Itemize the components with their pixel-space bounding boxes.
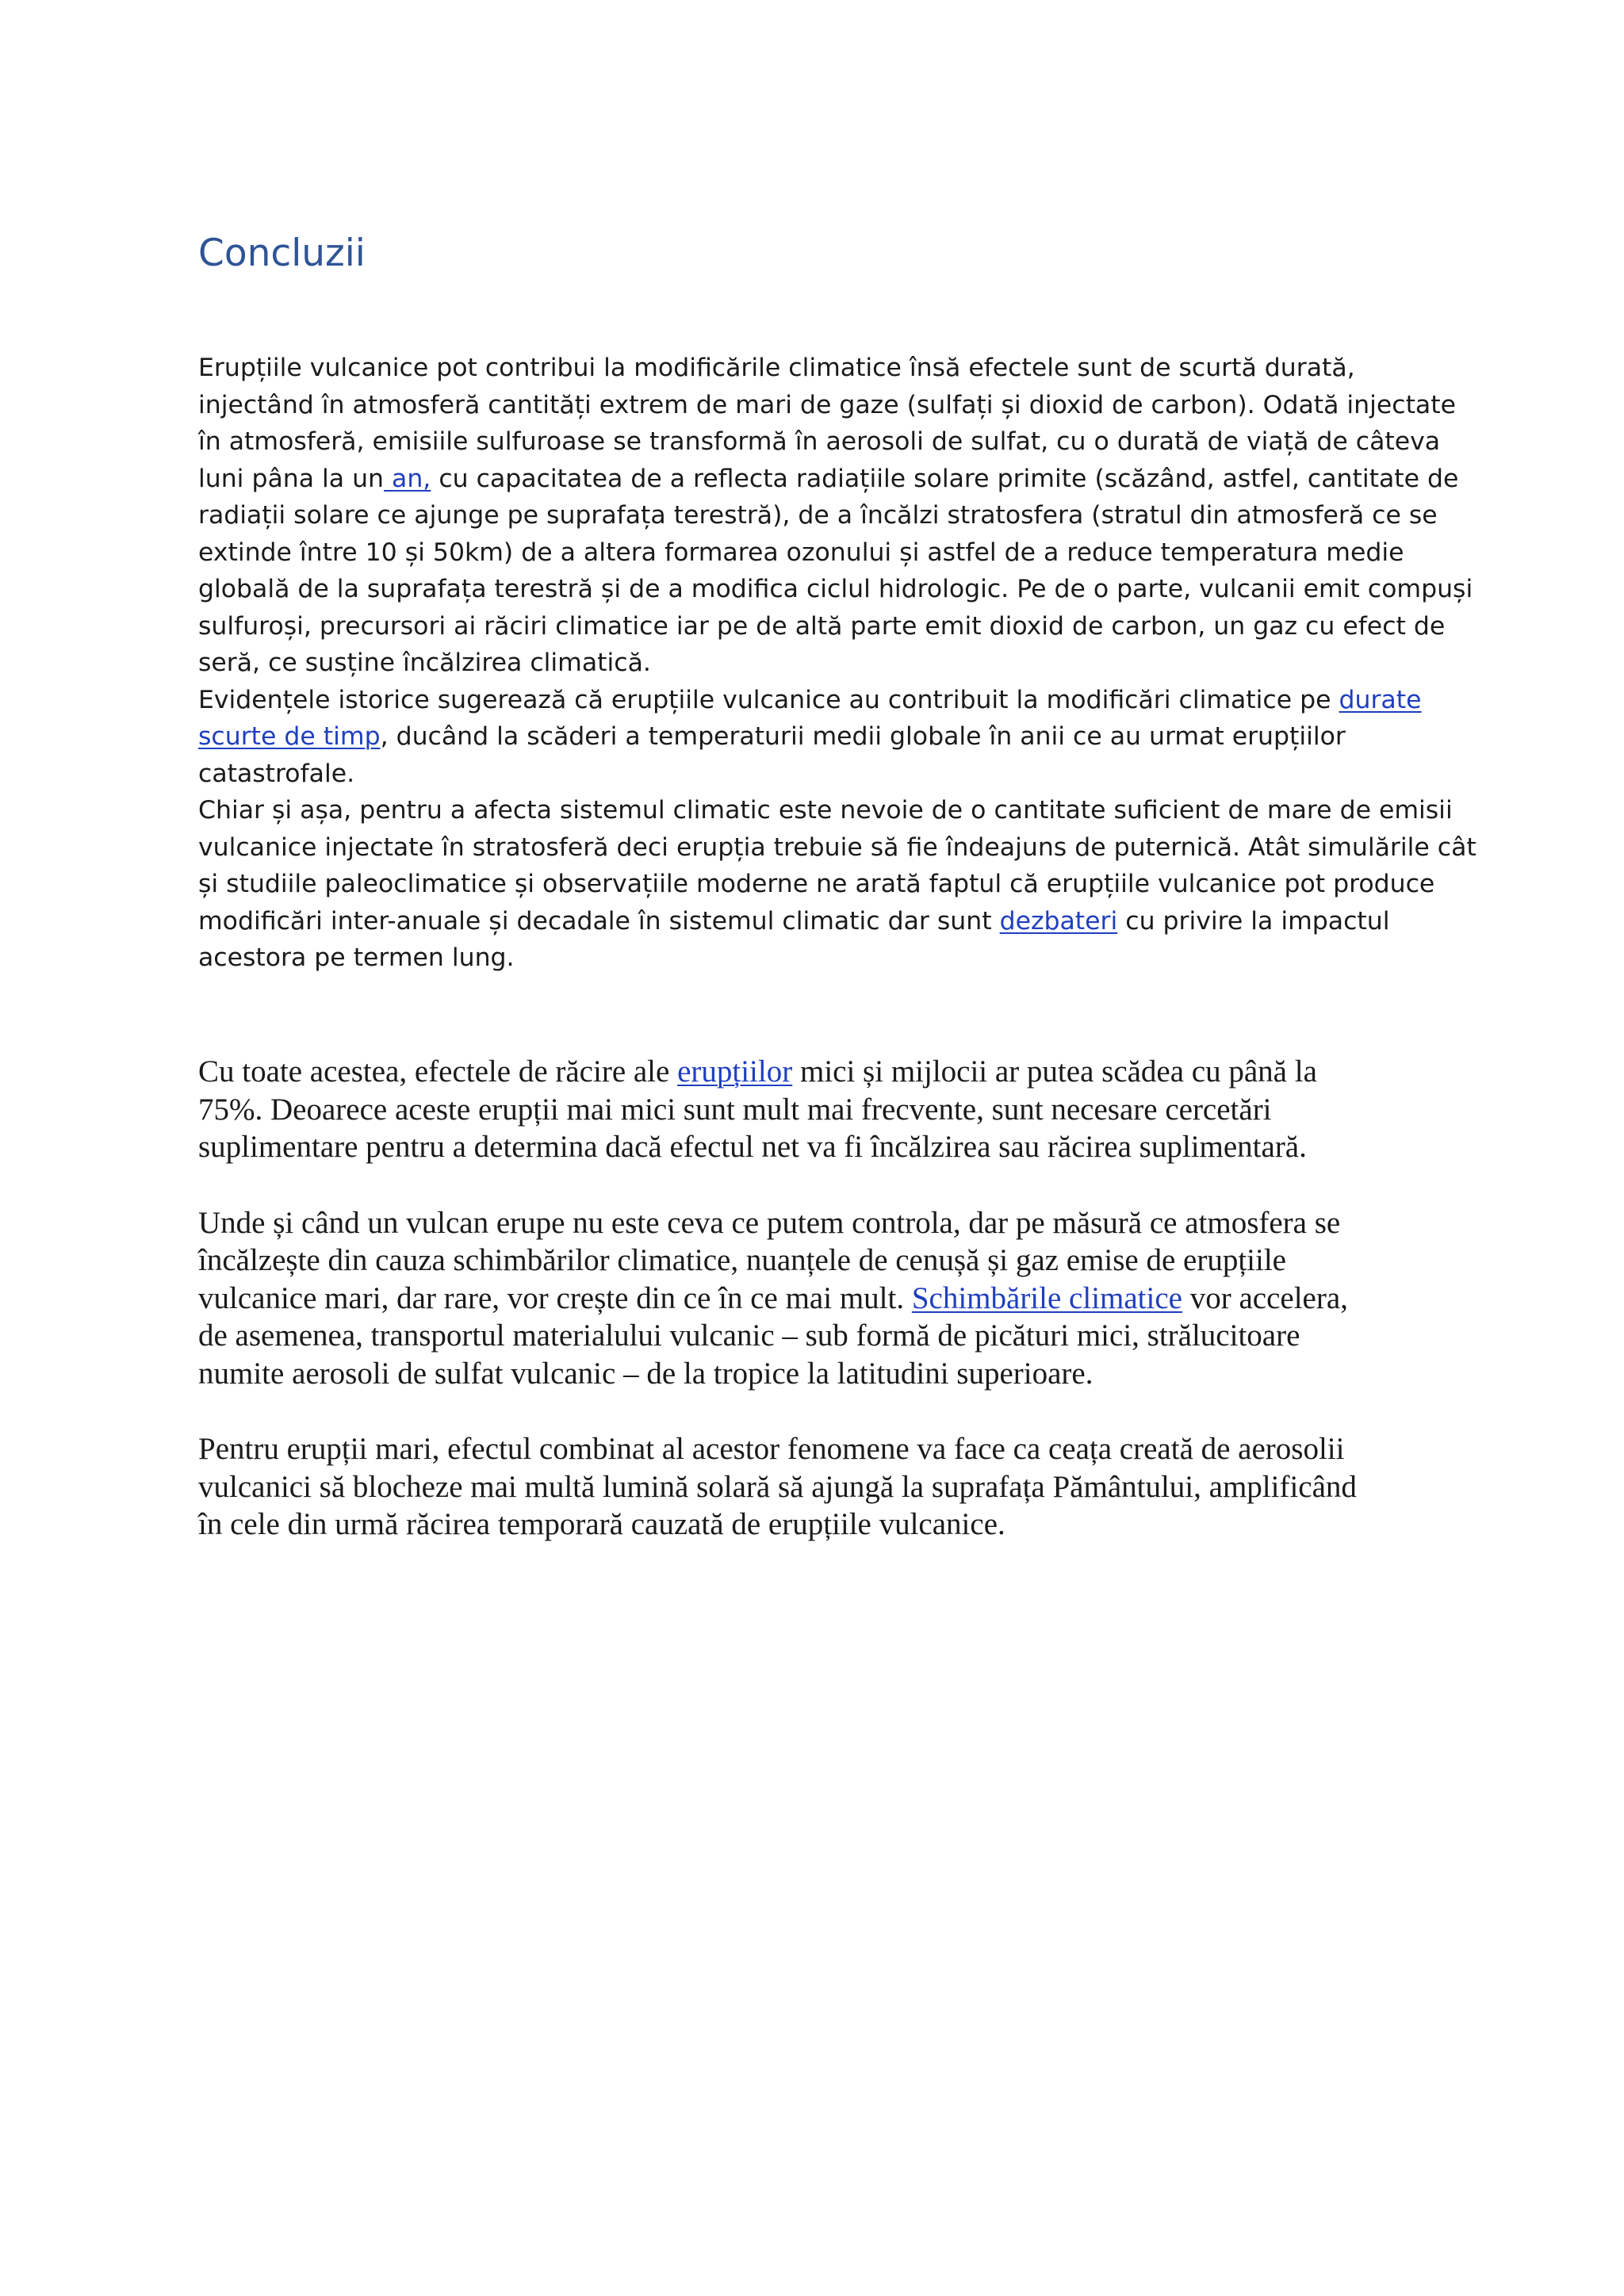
text-line: sulfuroși, precursori ai răciri climatice iar pe de altă parte emit dioxid de carbon, un gaz cu efect de	[198, 611, 1446, 641]
text-line: catastrofale.	[198, 759, 355, 788]
text-line: încălzește din cauza schimbărilor climatice, nuanțele de cenușă și gaz emise de erupțiile	[198, 1243, 1286, 1277]
text-line: și studiile paleoclimatice și observațiile moderne ne arată faptul că erupțiile vulcanice pot produce	[198, 870, 1435, 898]
text-line: în cele din urmă răcirea temporară cauzată de erupțiile vulcanice.	[198, 1507, 1005, 1541]
paragraph-historical-evidence	[198, 682, 1467, 793]
text-segment: Evidențele istorice sugerează că erupțiile vulcanice au contribuit la modificări climatice pe	[198, 685, 1339, 714]
text-line	[198, 461, 1467, 498]
text-segment: Cu toate acestea, efectele de răcire ale	[198, 1054, 678, 1089]
text-line: injectând în atmosferă cantități extrem de mari de gaze (sulfați și dioxid de carbon). Odată injectate	[198, 390, 1456, 419]
paragraph-large-eruptions	[198, 1430, 1475, 1544]
text-line: vulcanice injectate în stratosferă deci erupția trebuie să fie îndeajuns de puternică. Atât simulările cât	[198, 832, 1477, 862]
text-line: seră, ce susține încălzirea climatică.	[198, 649, 651, 677]
text-segment: modificări inter-anuale și decadale în sistemul climatic dar sunt	[198, 906, 1000, 936]
link-durate-scurte-part1[interactable]: durate	[1339, 685, 1422, 714]
paragraph-volcano-control	[198, 1204, 1475, 1393]
text-segment: vor accelera,	[1182, 1280, 1348, 1315]
text-line: extinde între 10 și 50km) de a altera formarea ozonului și astfel de a reduce temperatura medie	[198, 538, 1404, 567]
serif-text-block	[198, 1053, 1475, 1582]
section-heading: Concluzii	[198, 232, 366, 275]
text-line	[198, 1053, 1475, 1091]
text-line: acestora pe termen lung.	[198, 943, 515, 972]
text-line	[198, 718, 1467, 756]
text-line	[198, 1280, 1475, 1318]
text-segment: mici și mijlocii ar putea scădea cu până la	[792, 1054, 1317, 1089]
text-line	[198, 682, 1467, 719]
text-line: Erupțiile vulcanice pot contribui la modificările climatice însă efectele sunt de scurtă durată,	[198, 354, 1355, 382]
text-line: globală de la suprafața terestră și de a modifica ciclul hidrologic. Pe de o parte, vulcanii emit compuși	[198, 575, 1473, 603]
paragraph-climate-system	[198, 792, 1477, 977]
text-line: Unde și când un vulcan erupe nu este ceva ce putem controla, dar pe măsură ce atmosfera se	[198, 1205, 1341, 1240]
text-line: Pentru erupții mari, efectul combinat al acestor fenomene va face ca ceața creată de aerosolii	[198, 1432, 1345, 1466]
text-segment: , ducând la scăderi a temperaturii medii globale în anii ce au urmat erupțiilor	[380, 722, 1346, 751]
link-schimbarile-climatice[interactable]: Schimbările climatice	[911, 1280, 1182, 1315]
link-dezbateri[interactable]: dezbateri	[999, 906, 1118, 936]
text-line	[198, 903, 1467, 940]
text-line: vulcanici să blocheze mai multă lumină solară să ajungă la suprafața Pământului, amplificând	[198, 1469, 1357, 1504]
text-line: suplimentare pentru a determina dacă efectul net va fi încălzirea sau răcirea suplimentară.	[198, 1130, 1307, 1164]
paragraph-eruption-effects	[198, 350, 1473, 682]
text-segment: luni pâna la un	[198, 464, 385, 493]
text-line: 75%. Deoarece aceste erupții mai mici sunt mult mai frecvente, sunt necesare cercetări	[198, 1092, 1272, 1127]
text-segment: vulcanice mari, dar rare, vor crește din ce în ce mai mult.	[198, 1280, 912, 1315]
text-line: Chiar și așa, pentru a afecta sistemul climatic este nevoie de o cantitate suficient de mare de emisii	[198, 796, 1453, 825]
text-line: de asemenea, transportul materialului vulcanic – sub formă de picături mici, strălucitoare	[198, 1318, 1300, 1353]
paragraph-cooling-effects	[198, 1053, 1475, 1166]
text-line: numite aerosoli de sulfat vulcanic – de la tropice la latitudini superioare.	[198, 1356, 1094, 1391]
link-eruptiilor[interactable]: erupțiilor	[677, 1054, 793, 1089]
sans-text-block	[198, 350, 1477, 977]
text-segment: cu privire la impactul	[1117, 906, 1390, 936]
text-segment: cu capacitatea de a reflecta radiațiile solare primite (scăzând, astfel, cantitate de	[431, 464, 1459, 493]
text-line: radiații solare ce ajunge pe suprafața terestră), de a încălzi stratosfera (stratul din atmosferă ce se	[198, 501, 1438, 530]
link-an[interactable]: an,	[384, 464, 431, 493]
link-durate-scurte-part2[interactable]: scurte de timp	[198, 722, 381, 751]
text-line: în atmosferă, emisiile sulfuroase se transformă în aerosoli de sulfat, cu o durată de viață de câteva	[198, 427, 1441, 456]
